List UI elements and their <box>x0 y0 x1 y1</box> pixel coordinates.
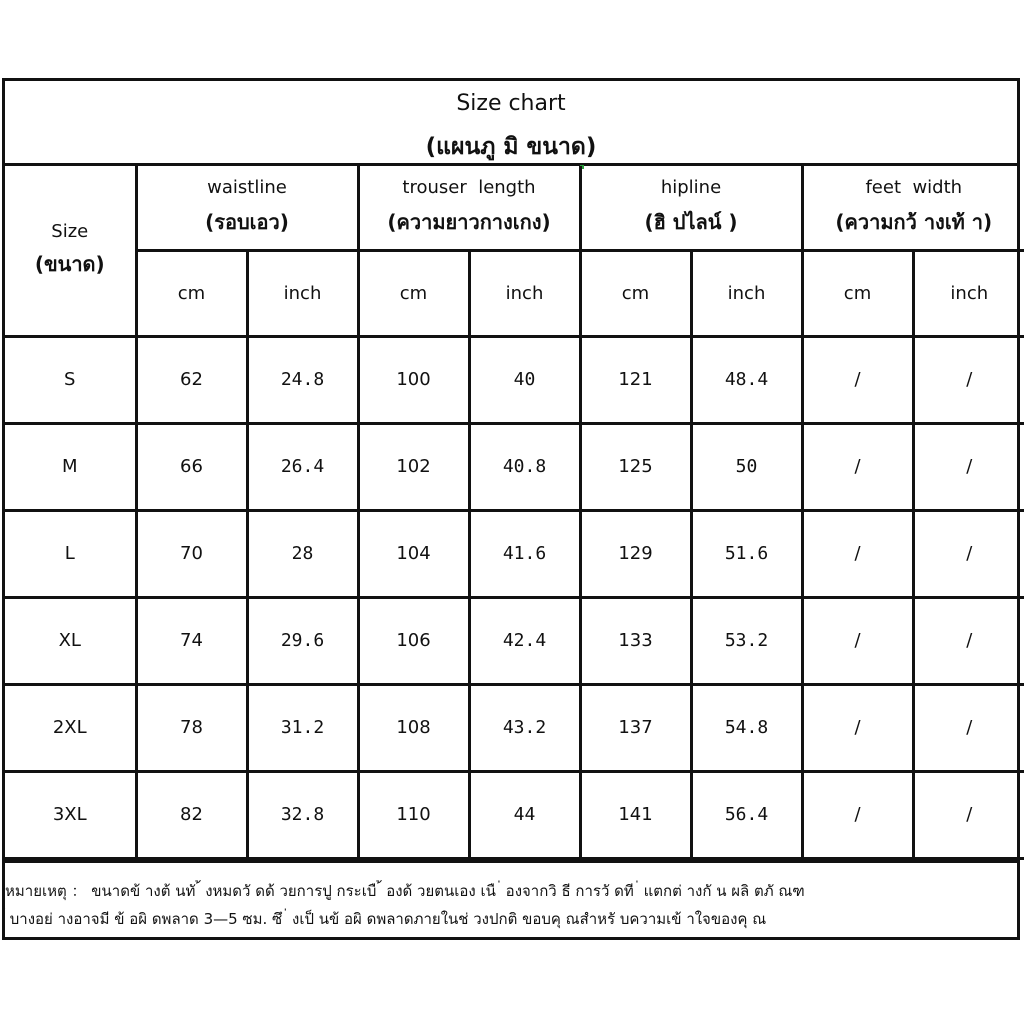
table-cell: 56.4 <box>691 771 802 858</box>
table-cell: 66 <box>136 423 247 510</box>
table-cell: / <box>802 771 913 858</box>
table-cell: 62 <box>136 336 247 423</box>
table-cell: 129 <box>580 510 691 597</box>
size-label: S <box>5 336 136 423</box>
table-cell: 48.4 <box>691 336 802 423</box>
table-cell: / <box>913 423 1024 510</box>
remark-note <box>5 860 1017 937</box>
table-cell: 53.2 <box>691 597 802 684</box>
table-cell: 78 <box>136 684 247 771</box>
table-cell: / <box>913 597 1024 684</box>
remark-line-1: หมายเหตุ ： ขนาดข้ างต้ นทั ้ งหมดวั ดด้ วยการปู กระเบื ้ องด้ วยตนเอง เนื ่ องจากวิ ธี การวั ดที ่ แตกต่ างกั น ผลิ ตภั ณฑ <box>5 882 805 900</box>
table-cell: / <box>802 336 913 423</box>
table-cell: 104 <box>358 510 469 597</box>
table-cell: 31.2 <box>247 684 358 771</box>
unit-cm: cm <box>802 250 913 336</box>
table-cell: / <box>913 336 1024 423</box>
column-header-en: hipline <box>660 176 722 198</box>
size-label: 3XL <box>5 771 136 858</box>
table-cell: 108 <box>358 684 469 771</box>
table-cell: / <box>913 684 1024 771</box>
table-cell: 42.4 <box>469 597 580 684</box>
size-label: 2XL <box>5 684 136 771</box>
table-cell: 43.2 <box>469 684 580 771</box>
chart-title: Size chart <box>456 91 566 116</box>
table-cell: 125 <box>580 423 691 510</box>
table-cell: 54.8 <box>691 684 802 771</box>
column-header-en: feet width <box>865 176 963 198</box>
table-cell: 106 <box>358 597 469 684</box>
table-cell: / <box>802 597 913 684</box>
table-cell: / <box>802 510 913 597</box>
table-cell: 133 <box>580 597 691 684</box>
title-block <box>5 81 1017 166</box>
table-cell: / <box>802 684 913 771</box>
column-header-th: (ความกว้ างเท้ า) <box>835 209 993 234</box>
table-row <box>5 336 1024 423</box>
table-row <box>5 597 1024 684</box>
column-header-en: waistline <box>207 176 287 198</box>
unit-inch: inch <box>691 250 802 336</box>
size-chart-sheet <box>2 78 1020 940</box>
table-row <box>5 423 1024 510</box>
unit-inch: inch <box>469 250 580 336</box>
column-header-th: (ฮิ ปไลน์ ) <box>644 209 738 234</box>
column-header-th: (ความยาวกางเกง) <box>387 209 551 234</box>
table-cell: 110 <box>358 771 469 858</box>
size-label: XL <box>5 597 136 684</box>
table-cell: 51.6 <box>691 510 802 597</box>
table-cell: 32.8 <box>247 771 358 858</box>
unit-cm: cm <box>580 250 691 336</box>
table-cell: 100 <box>358 336 469 423</box>
size-header-en: Size <box>51 220 89 242</box>
table-cell: / <box>913 510 1024 597</box>
column-header-hipline <box>580 166 802 250</box>
table-cell: 102 <box>358 423 469 510</box>
table-row <box>5 684 1024 771</box>
table-cell: 50 <box>691 423 802 510</box>
table-cell: 28 <box>247 510 358 597</box>
table-cell: / <box>913 771 1024 858</box>
unit-cm: cm <box>358 250 469 336</box>
table-cell: 74 <box>136 597 247 684</box>
table-row <box>5 771 1024 858</box>
remark-line-2: ์ บางอย่ างอาจมี ข้ อผิ ดพลาด 3—5 ซม. ซึ ่ งเป็ นข้ อผิ ดพลาดภายในช่ วงปกติ ขอบคุ ณสำหรั บความเข้ าใจของคุ ณ <box>5 910 767 928</box>
table-cell: 29.6 <box>247 597 358 684</box>
column-header-trouser-length <box>358 166 580 250</box>
table-cell: 82 <box>136 771 247 858</box>
column-header-waistline <box>136 166 358 250</box>
table-cell: 26.4 <box>247 423 358 510</box>
chart-title-thai: (แผนภู มิ ขนาด) <box>425 134 597 160</box>
size-table <box>5 166 1024 860</box>
size-label: M <box>5 423 136 510</box>
table-cell: 41.6 <box>469 510 580 597</box>
table-cell: 24.8 <box>247 336 358 423</box>
unit-cm: cm <box>136 250 247 336</box>
unit-inch: inch <box>247 250 358 336</box>
table-cell: 141 <box>580 771 691 858</box>
table-cell: 137 <box>580 684 691 771</box>
table-row <box>5 510 1024 597</box>
table-cell: 40 <box>469 336 580 423</box>
table-cell: 44 <box>469 771 580 858</box>
table-cell: 40.8 <box>469 423 580 510</box>
table-cell: / <box>802 423 913 510</box>
size-rows <box>5 336 1024 858</box>
size-header-th: (ขนาด) <box>34 251 105 276</box>
column-header-feet-width <box>802 166 1024 250</box>
column-header-en: trouser length <box>402 176 536 198</box>
unit-inch: inch <box>913 250 1024 336</box>
size-label: L <box>5 510 136 597</box>
table-cell: 70 <box>136 510 247 597</box>
table-cell: 121 <box>580 336 691 423</box>
column-header-th: (รอบเอว) <box>205 209 289 234</box>
size-header <box>5 166 136 336</box>
